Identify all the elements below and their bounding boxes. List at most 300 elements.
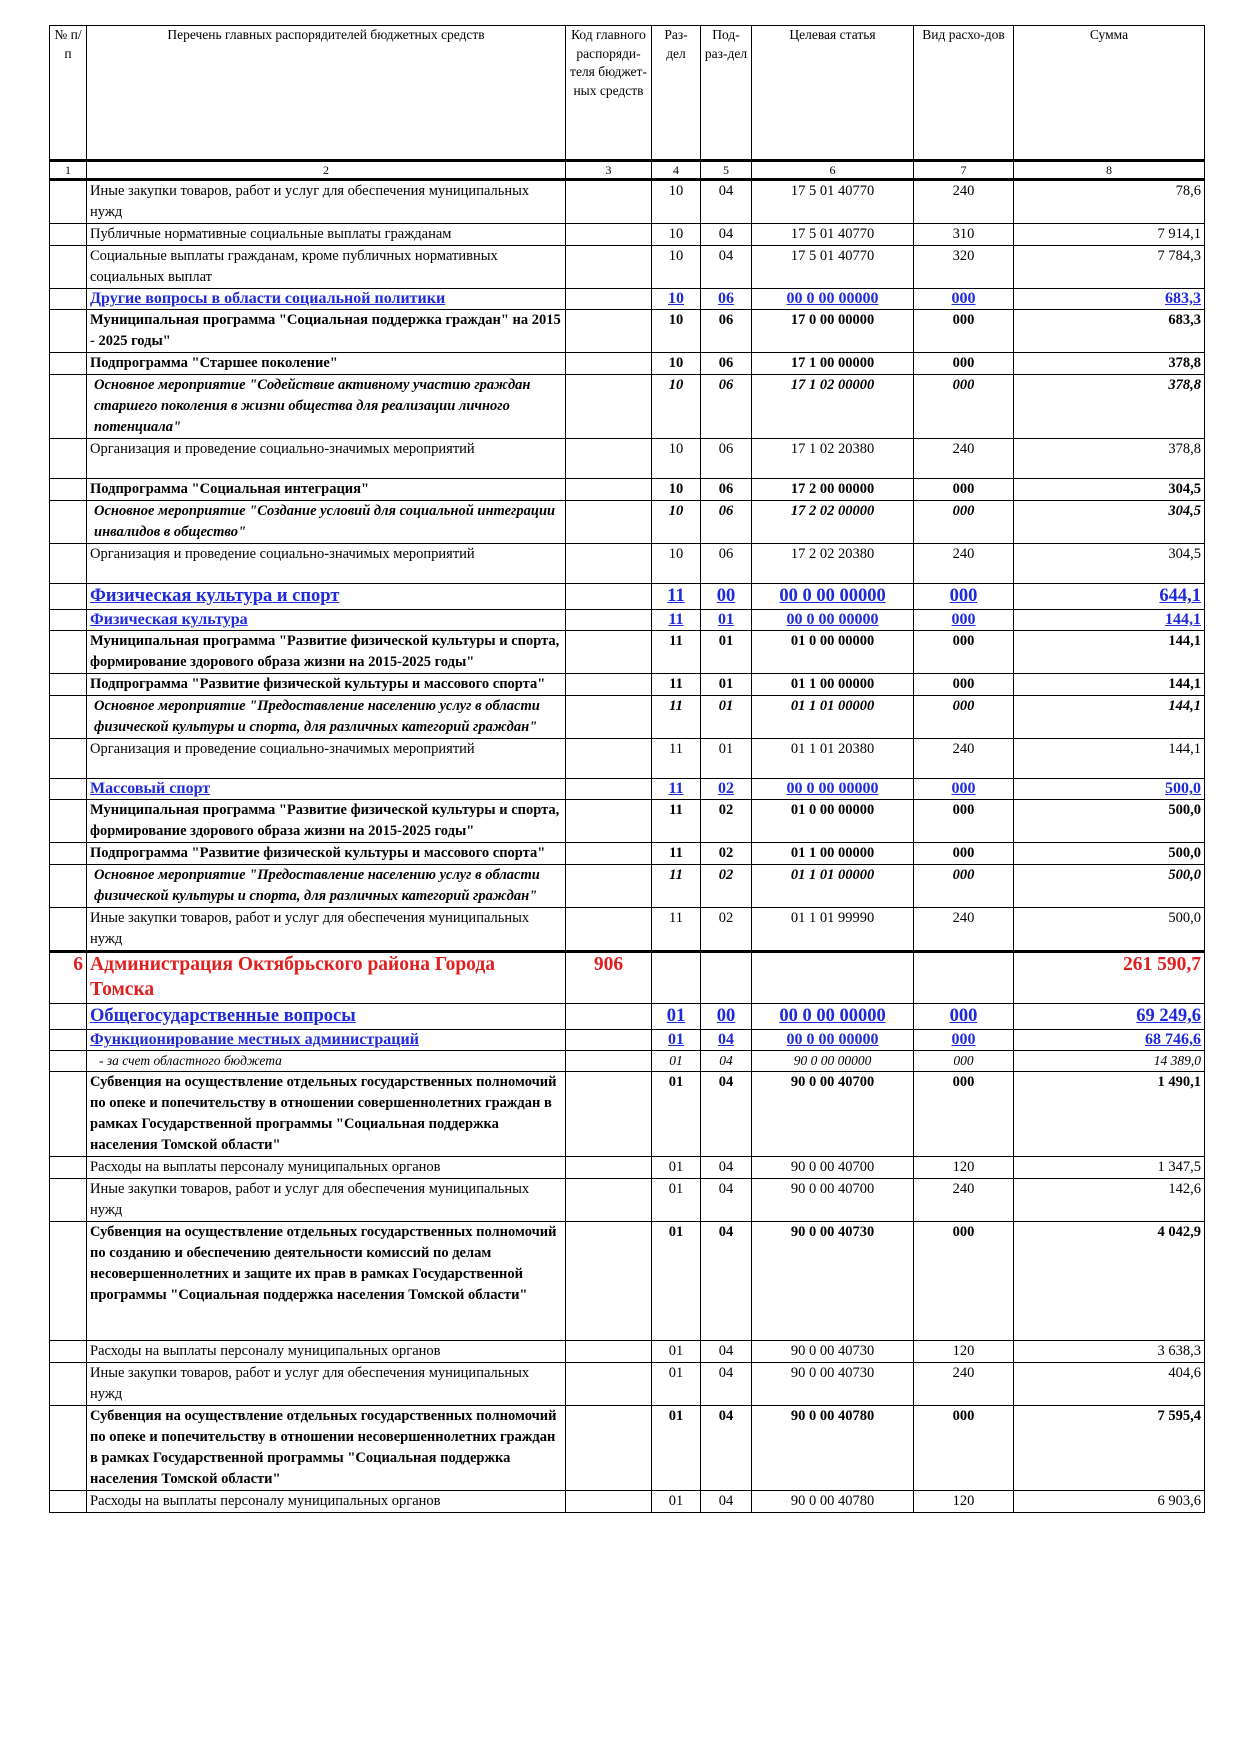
table-row (50, 739, 1205, 779)
row-index (50, 908, 87, 952)
row-description: Муниципальная программа "Социальная поддержка граждан" на 2015 - 2025 годы" (87, 310, 566, 353)
row-target-article: 17 0 00 00000 (752, 310, 914, 353)
row-podrazdel: 02 (701, 865, 752, 908)
row-razdel: 10 (652, 479, 701, 501)
row-distributor-code (566, 584, 652, 610)
row-distributor-code (566, 739, 652, 779)
row-podrazdel: 04 (701, 1491, 752, 1513)
row-description: Муниципальная программа "Развитие физической культуры и спорта, формирование здорового образа жизни на 2015-2025 годы" (87, 800, 566, 843)
row-sum: 4 042,9 (1014, 1221, 1205, 1340)
row-sum: 500,0 (1014, 865, 1205, 908)
row-sum: 7 595,4 (1014, 1406, 1205, 1491)
table-row (50, 246, 1205, 289)
row-target-article: 17 2 00 00000 (752, 479, 914, 501)
row-podrazdel: 06 (701, 353, 752, 375)
row-sum: 378,8 (1014, 439, 1205, 479)
row-razdel: 01 (652, 1363, 701, 1406)
row-distributor-code (566, 1341, 652, 1363)
row-description: Организация и проведение социально-значимых мероприятий (87, 544, 566, 584)
row-target-article: 90 0 00 40780 (752, 1406, 914, 1491)
row-sum: 500,0 (1014, 779, 1205, 800)
row-target-article: 00 0 00 00000 (752, 1004, 914, 1030)
row-sum: 261 590,7 (1014, 952, 1205, 1004)
row-podrazdel: 04 (701, 1156, 752, 1178)
row-razdel: 11 (652, 739, 701, 779)
row-description: Основное мероприятие "Предоставление населению услуг в области физической культуры и спорта, для различных категорий граждан" (87, 865, 566, 908)
row-podrazdel: 02 (701, 908, 752, 952)
row-description: Организация и проведение социально-значимых мероприятий (87, 439, 566, 479)
row-podrazdel: 06 (701, 544, 752, 584)
row-expense-type: 000 (914, 1004, 1014, 1030)
row-podrazdel: 06 (701, 501, 752, 544)
table-row (50, 952, 1205, 1004)
table-row (50, 353, 1205, 375)
row-target-article: 01 1 00 00000 (752, 843, 914, 865)
row-podrazdel: 01 (701, 674, 752, 696)
row-description: Основное мероприятие "Предоставление населению услуг в области физической культуры и спорта, для различных категорий граждан" (87, 696, 566, 739)
row-razdel: 11 (652, 779, 701, 800)
row-podrazdel: 01 (701, 739, 752, 779)
row-sum: 1 490,1 (1014, 1071, 1205, 1156)
row-expense-type: 000 (914, 631, 1014, 674)
column-number: 5 (701, 161, 752, 180)
header-podrazdel: Под-раз-дел (701, 26, 752, 161)
table-row (50, 1363, 1205, 1406)
row-index (50, 501, 87, 544)
row-razdel: 10 (652, 439, 701, 479)
column-number: 8 (1014, 161, 1205, 180)
row-sum: 142,6 (1014, 1178, 1205, 1221)
row-target-article: 90 0 00 00000 (752, 1051, 914, 1072)
column-number: 7 (914, 161, 1014, 180)
row-distributor-code (566, 439, 652, 479)
row-sum: 144,1 (1014, 610, 1205, 631)
row-razdel: 10 (652, 310, 701, 353)
row-distributor-code (566, 1071, 652, 1156)
row-description: Субвенция на осуществление отдельных государственных полномочий по опеке и попечительству в отношении совершеннолетних граждан в рамках Государственной программы "Социальная поддержка населения Томской области" (87, 1071, 566, 1156)
row-distributor-code (566, 1406, 652, 1491)
row-sum: 500,0 (1014, 800, 1205, 843)
row-podrazdel: 01 (701, 631, 752, 674)
table-row (50, 180, 1205, 224)
row-description: Основное мероприятие "Содействие активному участию граждан старшего поколения в жизни общества для реализации личного потенциала" (87, 375, 566, 439)
row-expense-type: 000 (914, 674, 1014, 696)
row-distributor-code (566, 1051, 652, 1072)
row-expense-type: 120 (914, 1156, 1014, 1178)
row-description: Физическая культура (87, 610, 566, 631)
row-description: Иные закупки товаров, работ и услуг для обеспечения муниципальных нужд (87, 1178, 566, 1221)
row-expense-type: 000 (914, 800, 1014, 843)
row-expense-type: 000 (914, 696, 1014, 739)
row-razdel: 01 (652, 1004, 701, 1030)
row-index (50, 843, 87, 865)
row-distributor-code (566, 1156, 652, 1178)
row-podrazdel: 01 (701, 610, 752, 631)
row-razdel: 10 (652, 501, 701, 544)
header-target-article: Целевая статья (752, 26, 914, 161)
row-expense-type: 000 (914, 610, 1014, 631)
row-razdel: 11 (652, 843, 701, 865)
row-expense-type (914, 952, 1014, 1004)
table-row (50, 1221, 1205, 1340)
row-target-article: 00 0 00 00000 (752, 779, 914, 800)
row-distributor-code (566, 674, 652, 696)
row-expense-type: 240 (914, 439, 1014, 479)
column-number: 2 (87, 161, 566, 180)
row-description: Организация и проведение социально-значимых мероприятий (87, 739, 566, 779)
row-podrazdel: 04 (701, 1221, 752, 1340)
row-index (50, 289, 87, 310)
row-sum: 6 903,6 (1014, 1491, 1205, 1513)
row-expense-type: 240 (914, 180, 1014, 224)
row-description: Публичные нормативные социальные выплаты гражданам (87, 224, 566, 246)
row-podrazdel: 04 (701, 1051, 752, 1072)
row-distributor-code (566, 610, 652, 631)
row-description: Основное мероприятие "Создание условий для социальной интеграции инвалидов в общество" (87, 501, 566, 544)
row-target-article: 00 0 00 00000 (752, 584, 914, 610)
row-razdel: 01 (652, 1071, 701, 1156)
row-podrazdel: 02 (701, 843, 752, 865)
row-index (50, 1051, 87, 1072)
table-row (50, 224, 1205, 246)
row-description: Иные закупки товаров, работ и услуг для обеспечения муниципальных нужд (87, 1363, 566, 1406)
row-target-article: 01 1 01 00000 (752, 865, 914, 908)
row-expense-type: 120 (914, 1341, 1014, 1363)
row-target-article: 01 0 00 00000 (752, 800, 914, 843)
row-distributor-code (566, 1030, 652, 1051)
column-numbers-row (50, 161, 1205, 180)
row-distributor-code (566, 1491, 652, 1513)
table-row (50, 439, 1205, 479)
row-podrazdel: 06 (701, 439, 752, 479)
budget-table (49, 25, 1205, 1513)
row-description: Муниципальная программа "Развитие физической культуры и спорта, формирование здорового образа жизни на 2015-2025 годы" (87, 631, 566, 674)
row-expense-type: 000 (914, 289, 1014, 310)
row-expense-type: 000 (914, 584, 1014, 610)
row-razdel: 10 (652, 289, 701, 310)
row-razdel: 11 (652, 584, 701, 610)
row-podrazdel (701, 952, 752, 1004)
row-distributor-code (566, 375, 652, 439)
row-sum: 683,3 (1014, 310, 1205, 353)
table-row (50, 1071, 1205, 1156)
row-distributor-code (566, 289, 652, 310)
table-row (50, 800, 1205, 843)
table-header-row (50, 26, 1205, 161)
row-expense-type: 000 (914, 501, 1014, 544)
row-expense-type: 320 (914, 246, 1014, 289)
row-description: Подпрограмма "Старшее поколение" (87, 353, 566, 375)
table-row (50, 1156, 1205, 1178)
row-description: Массовый спорт (87, 779, 566, 800)
row-podrazdel: 04 (701, 1341, 752, 1363)
column-number: 4 (652, 161, 701, 180)
row-razdel: 11 (652, 800, 701, 843)
row-expense-type: 000 (914, 310, 1014, 353)
row-index (50, 696, 87, 739)
table-row (50, 631, 1205, 674)
row-target-article: 01 1 01 20380 (752, 739, 914, 779)
row-podrazdel: 04 (701, 1406, 752, 1491)
row-description: Общегосударственные вопросы (87, 1004, 566, 1030)
row-index (50, 739, 87, 779)
row-razdel: 10 (652, 375, 701, 439)
row-razdel: 11 (652, 865, 701, 908)
row-index (50, 1221, 87, 1340)
row-target-article: 17 1 00 00000 (752, 353, 914, 375)
row-razdel: 01 (652, 1341, 701, 1363)
row-index (50, 1030, 87, 1051)
table-row (50, 501, 1205, 544)
row-expense-type: 000 (914, 353, 1014, 375)
row-sum: 304,5 (1014, 479, 1205, 501)
row-target-article: 00 0 00 00000 (752, 289, 914, 310)
row-index (50, 439, 87, 479)
table-row (50, 1341, 1205, 1363)
row-distributor-code (566, 224, 652, 246)
row-target-article: 17 5 01 40770 (752, 180, 914, 224)
row-sum: 378,8 (1014, 375, 1205, 439)
row-index (50, 631, 87, 674)
row-distributor-code (566, 696, 652, 739)
row-expense-type: 000 (914, 865, 1014, 908)
row-target-article: 90 0 00 40700 (752, 1071, 914, 1156)
row-expense-type: 240 (914, 1178, 1014, 1221)
row-distributor-code (566, 501, 652, 544)
table-row (50, 584, 1205, 610)
row-razdel: 10 (652, 353, 701, 375)
row-sum: 144,1 (1014, 631, 1205, 674)
row-sum: 144,1 (1014, 739, 1205, 779)
row-sum: 683,3 (1014, 289, 1205, 310)
row-description: Расходы на выплаты персоналу муниципальных органов (87, 1156, 566, 1178)
row-distributor-code (566, 246, 652, 289)
row-podrazdel: 06 (701, 479, 752, 501)
row-expense-type: 000 (914, 1030, 1014, 1051)
row-description: Подпрограмма "Социальная интеграция" (87, 479, 566, 501)
row-distributor-code (566, 1004, 652, 1030)
row-expense-type: 000 (914, 1071, 1014, 1156)
row-expense-type: 240 (914, 1363, 1014, 1406)
row-sum: 500,0 (1014, 908, 1205, 952)
row-expense-type: 000 (914, 779, 1014, 800)
row-description: Физическая культура и спорт (87, 584, 566, 610)
row-target-article (752, 952, 914, 1004)
row-sum: 7 914,1 (1014, 224, 1205, 246)
row-podrazdel: 01 (701, 696, 752, 739)
header-expense-type: Вид расхо-дов (914, 26, 1014, 161)
row-description: Субвенция на осуществление отдельных государственных полномочий по созданию и обеспечению деятельности комиссий по делам несовершеннолетних и защите их прав в рамках Государственной программы "Социальная поддержка населения Томской области" (87, 1221, 566, 1340)
table-row (50, 843, 1205, 865)
row-razdel: 01 (652, 1178, 701, 1221)
table-row (50, 1051, 1205, 1072)
row-index (50, 544, 87, 584)
row-distributor-code (566, 1363, 652, 1406)
row-expense-type: 120 (914, 1491, 1014, 1513)
row-sum: 644,1 (1014, 584, 1205, 610)
column-number: 3 (566, 161, 652, 180)
row-index (50, 800, 87, 843)
row-distributor-code (566, 779, 652, 800)
row-razdel: 11 (652, 908, 701, 952)
row-index (50, 1406, 87, 1491)
row-expense-type: 240 (914, 739, 1014, 779)
column-number: 6 (752, 161, 914, 180)
row-index (50, 479, 87, 501)
header-distributors: Перечень главных распорядителей бюджетных средств (87, 26, 566, 161)
row-distributor-code (566, 843, 652, 865)
table-row (50, 1030, 1205, 1051)
row-distributor-code (566, 908, 652, 952)
row-razdel: 10 (652, 246, 701, 289)
row-index: 6 (50, 952, 87, 1004)
table-row (50, 908, 1205, 952)
row-razdel: 01 (652, 1051, 701, 1072)
row-index (50, 224, 87, 246)
table-row (50, 1178, 1205, 1221)
table-row (50, 779, 1205, 800)
row-index (50, 1341, 87, 1363)
row-sum: 500,0 (1014, 843, 1205, 865)
table-row (50, 674, 1205, 696)
row-podrazdel: 06 (701, 289, 752, 310)
row-expense-type: 000 (914, 1051, 1014, 1072)
row-index (50, 1071, 87, 1156)
row-index (50, 353, 87, 375)
row-distributor-code (566, 310, 652, 353)
row-sum: 304,5 (1014, 544, 1205, 584)
row-razdel: 10 (652, 180, 701, 224)
row-sum: 144,1 (1014, 674, 1205, 696)
row-distributor-code (566, 479, 652, 501)
row-description: Подпрограмма "Развитие физической культуры и массового спорта" (87, 674, 566, 696)
row-index (50, 310, 87, 353)
row-target-article: 17 2 02 00000 (752, 501, 914, 544)
row-distributor-code (566, 353, 652, 375)
table-row (50, 1491, 1205, 1513)
row-expense-type: 000 (914, 479, 1014, 501)
row-sum: 304,5 (1014, 501, 1205, 544)
row-distributor-code (566, 865, 652, 908)
row-description: - за счет областного бюджета (87, 1051, 566, 1072)
row-index (50, 1178, 87, 1221)
row-podrazdel: 02 (701, 779, 752, 800)
row-distributor-code: 906 (566, 952, 652, 1004)
row-sum: 144,1 (1014, 696, 1205, 739)
row-podrazdel: 04 (701, 1363, 752, 1406)
row-index (50, 1363, 87, 1406)
header-sum: Сумма (1014, 26, 1205, 161)
row-index (50, 1004, 87, 1030)
row-razdel (652, 952, 701, 1004)
row-index (50, 584, 87, 610)
row-expense-type: 000 (914, 1221, 1014, 1340)
row-target-article: 01 1 00 00000 (752, 674, 914, 696)
row-description: Субвенция на осуществление отдельных государственных полномочий по опеке и попечительству в отношении несовершеннолетних граждан в рамках Государственной программы "Социальная поддержка населения Томской области" (87, 1406, 566, 1491)
row-razdel: 11 (652, 631, 701, 674)
row-expense-type: 000 (914, 843, 1014, 865)
row-description: Администрация Октябрьского района Города Томска (87, 952, 566, 1004)
row-target-article: 90 0 00 40730 (752, 1363, 914, 1406)
row-razdel: 01 (652, 1156, 701, 1178)
table-row (50, 375, 1205, 439)
row-distributor-code (566, 631, 652, 674)
row-razdel: 01 (652, 1221, 701, 1340)
header-number: № п/п (50, 26, 87, 161)
row-razdel: 10 (652, 544, 701, 584)
header-razdel: Раз-дел (652, 26, 701, 161)
row-razdel: 11 (652, 674, 701, 696)
row-razdel: 11 (652, 610, 701, 631)
row-razdel: 10 (652, 224, 701, 246)
row-razdel: 11 (652, 696, 701, 739)
row-podrazdel: 06 (701, 375, 752, 439)
row-podrazdel: 06 (701, 310, 752, 353)
row-description: Иные закупки товаров, работ и услуг для обеспечения муниципальных нужд (87, 908, 566, 952)
row-podrazdel: 04 (701, 180, 752, 224)
row-target-article: 90 0 00 40700 (752, 1156, 914, 1178)
row-description: Функционирование местных администраций (87, 1030, 566, 1051)
table-row (50, 696, 1205, 739)
row-target-article: 90 0 00 40730 (752, 1221, 914, 1340)
row-distributor-code (566, 1221, 652, 1340)
row-distributor-code (566, 800, 652, 843)
row-podrazdel: 00 (701, 584, 752, 610)
row-target-article: 17 1 02 20380 (752, 439, 914, 479)
row-index (50, 180, 87, 224)
row-podrazdel: 04 (701, 1030, 752, 1051)
row-expense-type: 000 (914, 1406, 1014, 1491)
row-target-article: 17 1 02 00000 (752, 375, 914, 439)
header-code: Код главного распоряди-теля бюджет-ных средств (566, 26, 652, 161)
row-index (50, 246, 87, 289)
row-podrazdel: 04 (701, 1178, 752, 1221)
row-distributor-code (566, 544, 652, 584)
table-row (50, 865, 1205, 908)
row-description: Подпрограмма "Развитие физической культуры и массового спорта" (87, 843, 566, 865)
row-target-article: 01 1 01 00000 (752, 696, 914, 739)
column-number: 1 (50, 161, 87, 180)
row-index (50, 674, 87, 696)
table-row (50, 479, 1205, 501)
row-distributor-code (566, 1178, 652, 1221)
row-podrazdel: 04 (701, 224, 752, 246)
row-sum: 14 389,0 (1014, 1051, 1205, 1072)
row-target-article: 90 0 00 40700 (752, 1178, 914, 1221)
row-sum: 1 347,5 (1014, 1156, 1205, 1178)
row-description: Расходы на выплаты персоналу муниципальных органов (87, 1341, 566, 1363)
row-sum: 3 638,3 (1014, 1341, 1205, 1363)
row-target-article: 90 0 00 40780 (752, 1491, 914, 1513)
row-target-article: 90 0 00 40730 (752, 1341, 914, 1363)
table-row (50, 310, 1205, 353)
budget-page (49, 25, 1204, 1513)
row-description: Расходы на выплаты персоналу муниципальных органов (87, 1491, 566, 1513)
row-sum: 78,6 (1014, 180, 1205, 224)
row-target-article: 17 5 01 40770 (752, 246, 914, 289)
row-sum: 68 746,6 (1014, 1030, 1205, 1051)
row-expense-type: 310 (914, 224, 1014, 246)
row-target-article: 01 1 01 99990 (752, 908, 914, 952)
row-sum: 378,8 (1014, 353, 1205, 375)
row-razdel: 01 (652, 1491, 701, 1513)
row-podrazdel: 02 (701, 800, 752, 843)
row-expense-type: 240 (914, 908, 1014, 952)
budget-table-body (50, 26, 1205, 1513)
row-index (50, 1156, 87, 1178)
row-razdel: 01 (652, 1406, 701, 1491)
row-index (50, 610, 87, 631)
